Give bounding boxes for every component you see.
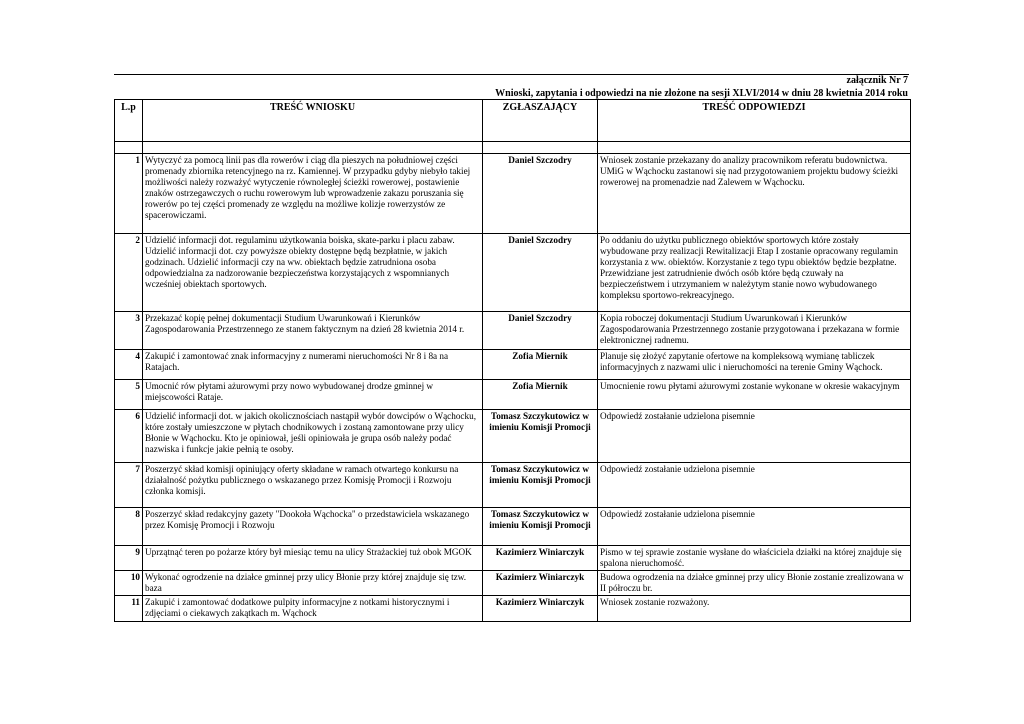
response-text: Po oddaniu do użytku publicznego obiektów sportowych które zostały wybudowane przy realizacji Rewitalizacji Etap I zostanie opracowany regulamin korzystania z ww. obiektów. Korzystanie z tego typu obiektów będzie bezpłatne. Przewidziane jest zatrudnienie dwóch osób które będą czuwały na bezpieczeństwem i utrzymaniem w należytym stanie nowo wybudowanego kompleksu sportowo-rekreacyjnego. xyxy=(598,234,911,312)
row-number: 10 xyxy=(115,571,143,596)
annex-label: załącznik Nr 7 xyxy=(846,75,908,86)
submitter: Zofia Miernik xyxy=(483,380,598,410)
row-number: 2 xyxy=(115,234,143,312)
table-row xyxy=(115,596,911,622)
table-row xyxy=(115,380,911,410)
row-number: 11 xyxy=(115,596,143,622)
table-row xyxy=(115,350,911,380)
row-number: 1 xyxy=(115,154,143,234)
row-number: 7 xyxy=(115,463,143,508)
table-row xyxy=(115,546,911,571)
table-row xyxy=(115,234,911,312)
top-rule xyxy=(114,74,909,75)
header-zglaszajacy: ZGŁASZAJĄCY xyxy=(483,100,598,142)
submitter: Tomasz Szczykutowicz w imieniu Komisji Promocji xyxy=(483,508,598,546)
response-text: Wniosek zostanie przekazany do analizy pracownikom referatu budownictwa. UMiG w Wąchocku zastanowi się nad przygotowaniem projektu budowy ścieżki rowerowej na promenadzie nad Zalewem w Wąchocku. xyxy=(598,154,911,234)
row-number: 3 xyxy=(115,312,143,350)
table-row xyxy=(115,312,911,350)
header-gap-row xyxy=(115,142,911,154)
table-row xyxy=(115,508,911,546)
motions-table xyxy=(114,99,911,622)
response-text: Budowa ogrodzenia na działce gminnej przy ulicy Błonie zostanie zrealizowana w II półroczu br. xyxy=(598,571,911,596)
row-number: 8 xyxy=(115,508,143,546)
header-lp: L.p xyxy=(115,100,143,142)
motion-text: Przekazać kopię pełnej dokumentacji Studium Uwarunkowań i Kierunków Zagospodarowania Przestrzennego ze stanem faktycznym na dzień 28 kwietnia 2014 r. xyxy=(143,312,483,350)
document-title: Wnioski, zapytania i odpowiedzi na nie złożone na sesji XLVI/2014 w dniu 28 kwietnia 2014 roku xyxy=(495,88,908,99)
response-text: Odpowiedź zostałanie udzielona pisemnie xyxy=(598,508,911,546)
motion-text: Zakupić i zamontować dodatkowe pulpity informacyjne z notkami historycznymi i zdjęciami o ciekawych zakątkach m. Wąchock xyxy=(143,596,483,622)
row-number: 5 xyxy=(115,380,143,410)
motion-text: Poszerzyć skład komisji opiniujący oferty składane w ramach otwartego konkursu na działalność pożytku publicznego o wskazanego przez Komisję Promocji i Rozwoju członka komisji. xyxy=(143,463,483,508)
submitter: Kazimierz Winiarczyk xyxy=(483,546,598,571)
submitter: Tomasz Szczykutowicz w imieniu Komisji Promocji xyxy=(483,463,598,508)
table-row xyxy=(115,571,911,596)
submitter: Daniel Szczodry xyxy=(483,312,598,350)
submitter: Daniel Szczodry xyxy=(483,234,598,312)
header-tresc: TREŚĆ WNIOSKU xyxy=(143,100,483,142)
submitter: Daniel Szczodry xyxy=(483,154,598,234)
row-number: 6 xyxy=(115,410,143,463)
row-number: 4 xyxy=(115,350,143,380)
response-text: Kopia roboczej dokumentacji Studium Uwarunkowań i Kierunków Zagospodarowania Przestrzennego zostanie przygotowana i przekazana w formie elektronicznej radnemu. xyxy=(598,312,911,350)
motion-text: Uprzątnąć teren po pożarze który był miesiąc temu na ulicy Strażackiej tuż obok MGOK xyxy=(143,546,483,571)
table-header-row xyxy=(115,100,911,142)
response-text: Pismo w tej sprawie zostanie wysłane do właściciela działki na której znajduje się spalona nieruchomość. xyxy=(598,546,911,571)
motion-text: Zakupić i zamontować znak informacyjny z numerami nieruchomości Nr 8 i 8a na Ratajach. xyxy=(143,350,483,380)
motion-text: Umocnić rów płytami ażurowymi przy nowo wybudowanej drodze gminnej w miejscowości Rataje. xyxy=(143,380,483,410)
table-row xyxy=(115,410,911,463)
motion-text: Udzielić informacji dot. regulaminu użytkowania boiska, skate-parku i placu zabaw. Udzielić informacji dot. czy powyższe obiekty dostępne będą bezpłatnie, w jakich godzinach. Udzielić informacji czy na ww. obiektach będzie zatrudniona osoba odpowiedzialna za nadzorowanie bezpieczeństwa korzystających z wspomnianych wcześniej obiektach sportowych. xyxy=(143,234,483,312)
header-odpowiedz: TREŚĆ ODPOWIEDZI xyxy=(598,100,911,142)
table-row xyxy=(115,463,911,508)
response-text: Odpowiedź zostałanie udzielona pisemnie xyxy=(598,410,911,463)
response-text: Umocnienie rowu płytami ażurowymi zostanie wykonane w okresie wakacyjnym xyxy=(598,380,911,410)
response-text: Planuje się złożyć zapytanie ofertowe na kompleksową wymianę tabliczek informacyjnych z nazwami ulic i nieruchomości na terenie Gminy Wąchock. xyxy=(598,350,911,380)
submitter: Kazimierz Winiarczyk xyxy=(483,571,598,596)
row-number: 9 xyxy=(115,546,143,571)
motion-text: Poszerzyć skład redakcyjny gazety "Dookoła Wąchocka" o przedstawiciela wskazanego przez Komisję Promocji i Rozwoju xyxy=(143,508,483,546)
motion-text: Udzielić informacji dot. w jakich okolicznościach nastąpił wybór dowcipów o Wąchocku, które zostały umieszczone w płytach chodnikowych i zostaną zamontowane przy ulicy Błonie w Wąchocku. Kto je opiniował, jeśli opiniowała je grupa osób należy podać nazwiska i funkcje jakie pełnią te osoby. xyxy=(143,410,483,463)
motion-text: Wytyczyć za pomocą linii pas dla rowerów i ciąg dla pieszych na południowej części promenady zbiornika retencyjnego na rz. Kamiennej. W przypadku gdyby niebyło takiej możliwości należy rozważyć wytyczenie równoległej ścieżki rowerowej, postawienie znaków ostrzegawczych o ruchu rowerowym lub wprowadzenie zakazu poruszania się rowerów po tej części promenady ze względu na możliwe kolizje rowerzystów ze spacerowiczami. xyxy=(143,154,483,234)
submitter: Zofia Miernik xyxy=(483,350,598,380)
motion-text: Wykonać ogrodzenie na działce gminnej przy ulicy Błonie przy której znajduje się tzw. baza xyxy=(143,571,483,596)
response-text: Wniosek zostanie rozważony. xyxy=(598,596,911,622)
response-text: Odpowiedź zostałanie udzielona pisemnie xyxy=(598,463,911,508)
submitter: Tomasz Szczykutowicz w imieniu Komisji Promocji xyxy=(483,410,598,463)
table-row xyxy=(115,154,911,234)
submitter: Kazimierz Winiarczyk xyxy=(483,596,598,622)
